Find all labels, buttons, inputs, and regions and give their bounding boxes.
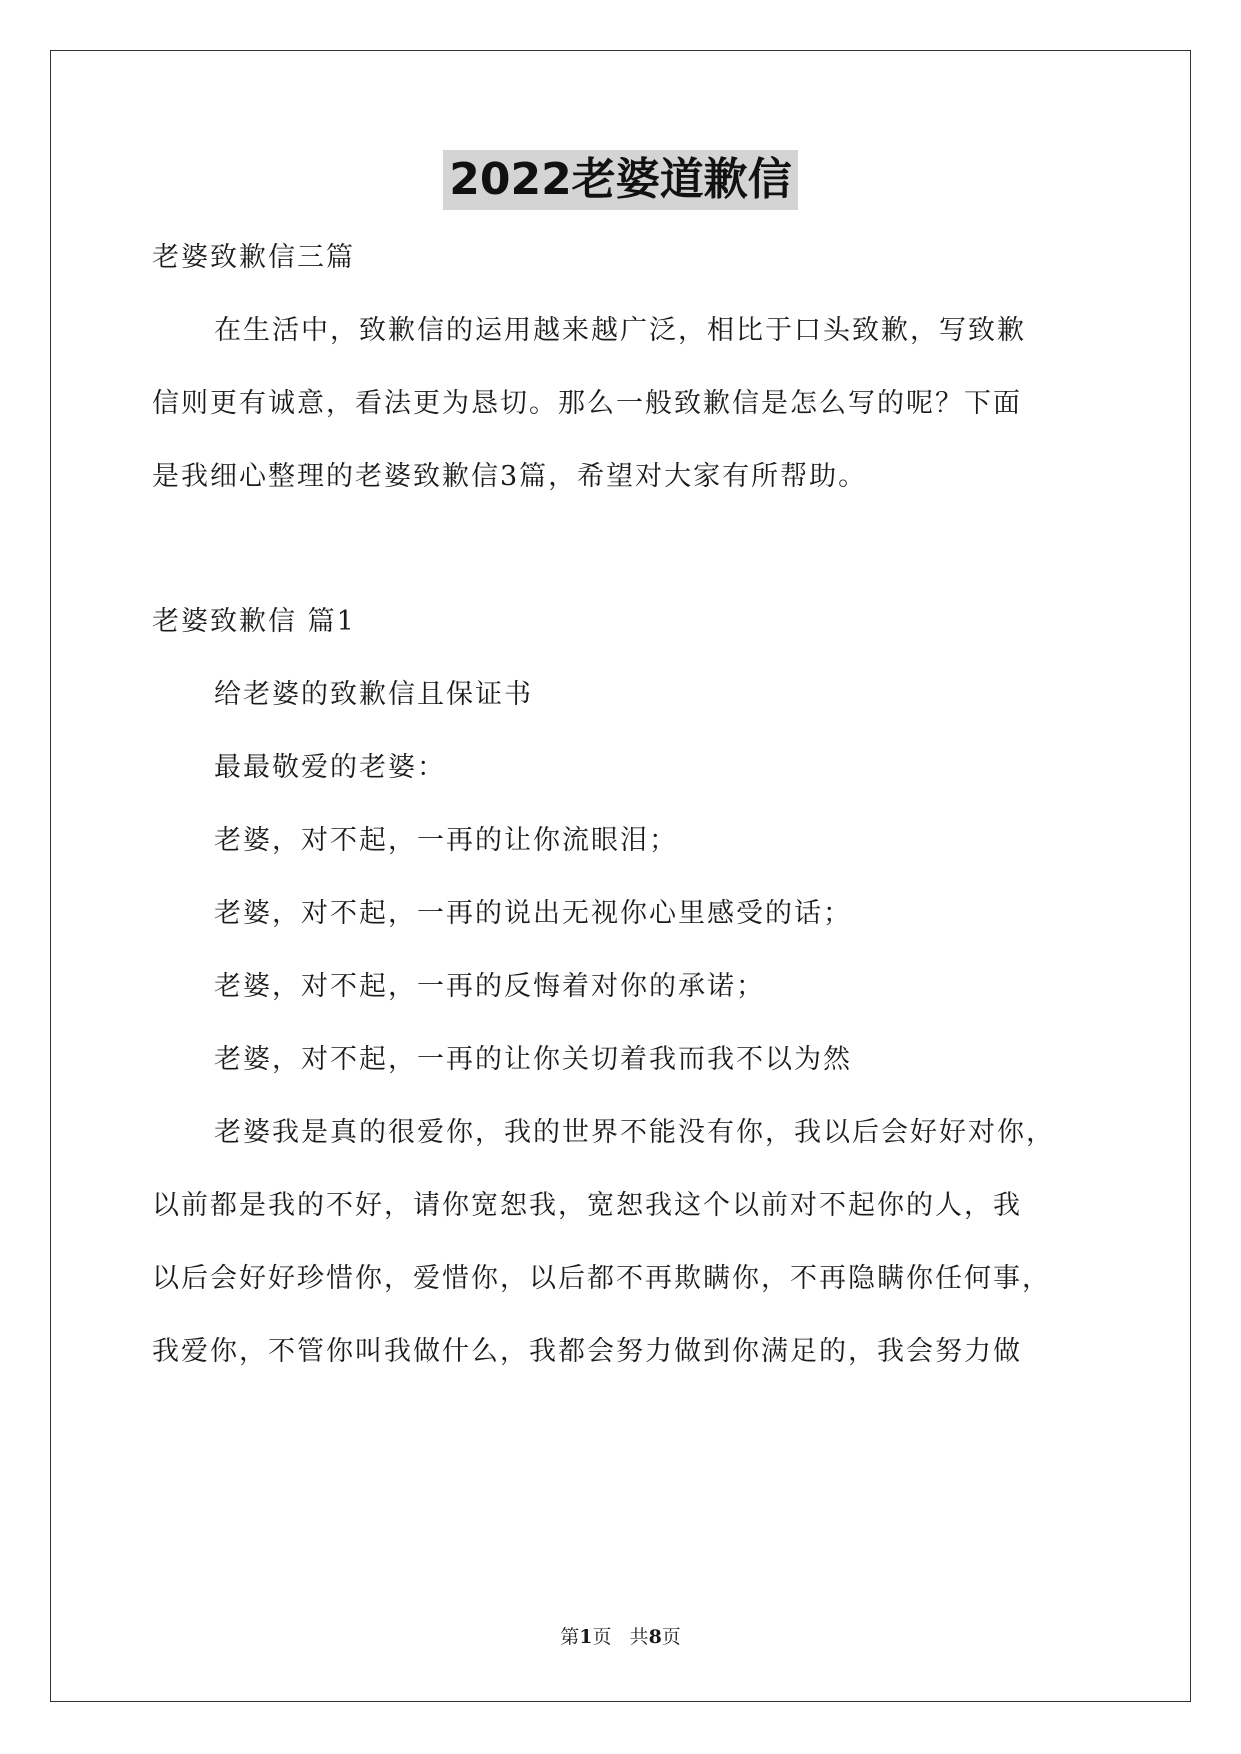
intro-line: 信则更有诚意，看法更为恳切。那么一般致歉信是怎么写的呢？下面 <box>152 388 1022 419</box>
body-line: 以前都是我的不好，请你宽恕我，宽恕我这个以前对不起你的人，我 <box>152 1190 1022 1221</box>
page-border <box>50 50 1191 1702</box>
page-footer <box>0 1622 1241 1649</box>
footer-prefix: 第 <box>560 1626 580 1648</box>
intro-line: 在生活中，致歉信的运用越来越广泛，相比于口头致歉，写致歉 <box>214 315 1026 346</box>
intro-line: 是我细心整理的老婆致歉信3篇，希望对大家有所帮助。 <box>152 461 868 492</box>
body-line: 以后会好好珍惜你，爱惜你，以后都不再欺瞒你，不再隐瞒你任何事， <box>152 1263 1051 1294</box>
letter-title: 给老婆的致歉信且保证书 <box>214 679 533 710</box>
current-page-number: 1 <box>579 1626 593 1648</box>
body-line: 老婆我是真的很爱你，我的世界不能没有你，我以后会好好对你， <box>214 1117 1055 1148</box>
title-container <box>0 150 1241 210</box>
body-line: 我爱你，不管你叫我做什么，我都会努力做到你满足的，我会努力做 <box>152 1336 1022 1367</box>
salutation: 最最敬爱的老婆： <box>214 752 446 783</box>
footer-mid: 页 共 <box>592 1626 649 1648</box>
apology-line: 老婆，对不起，一再的让你流眼泪； <box>214 825 678 856</box>
document-subtitle: 老婆致歉信三篇 <box>152 242 355 273</box>
document-title: 2022老婆道歉信 <box>443 150 797 210</box>
apology-line: 老婆，对不起，一再的说出无视你心里感受的话； <box>214 898 852 929</box>
total-pages-number: 8 <box>648 1626 662 1648</box>
section-heading: 老婆致歉信 篇1 <box>152 606 356 637</box>
apology-line: 老婆，对不起，一再的反悔着对你的承诺； <box>214 971 765 1002</box>
footer-suffix: 页 <box>661 1626 681 1648</box>
apology-line: 老婆，对不起，一再的让你关切着我而我不以为然 <box>214 1044 852 1075</box>
